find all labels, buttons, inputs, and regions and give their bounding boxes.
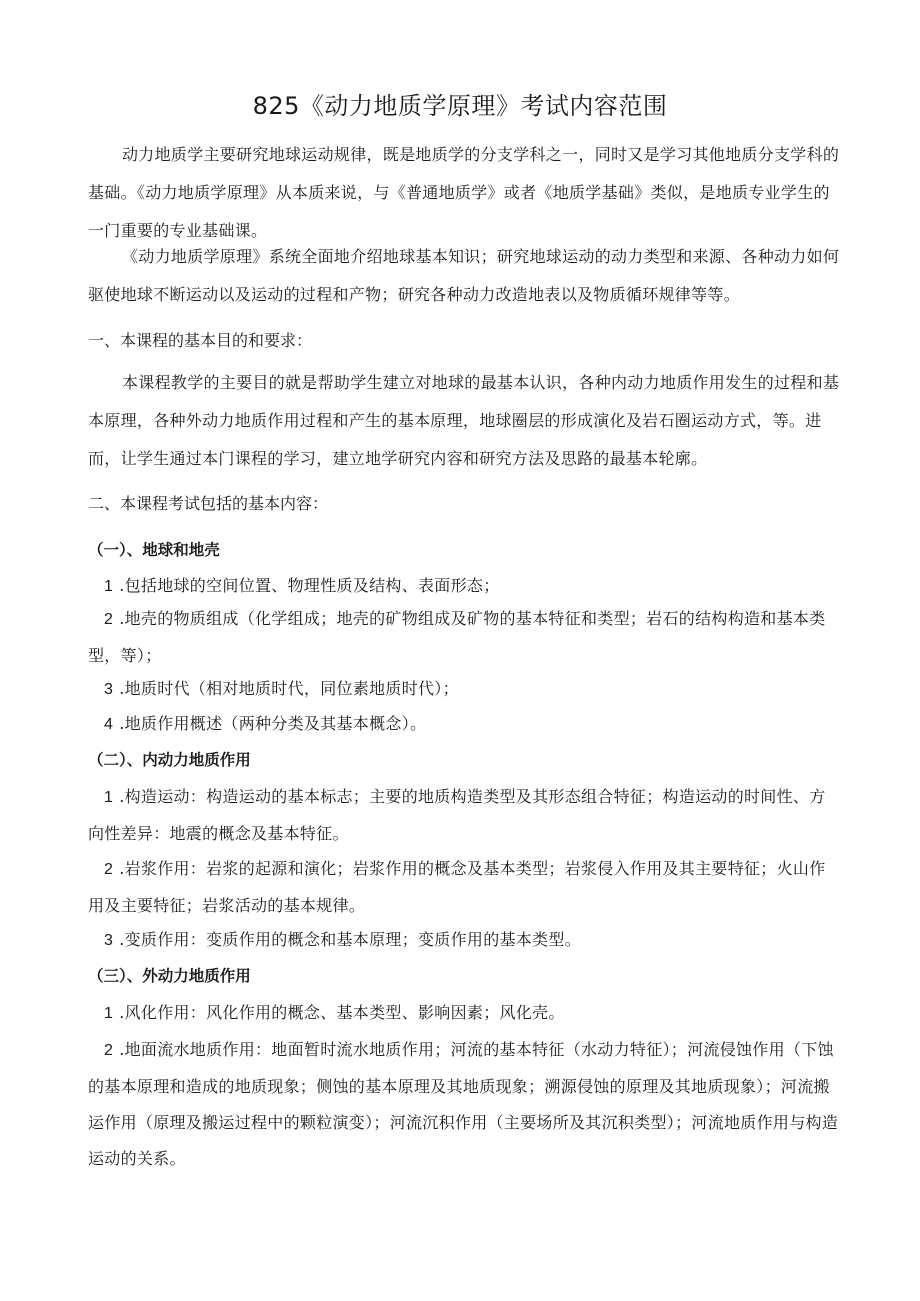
- item-text: .岩浆作用：岩浆的起源和演化；岩浆作用的概念及基本类型；岩浆侵入作用及其主要特征；火山作用及主要特征；岩浆活动的基本规律。: [88, 859, 826, 915]
- item-text: .地面流水地质作用：地面暂时流水地质作用；河流的基本特征（水动力特征）；河流侵蚀作用（下蚀的基本原理和造成的地质现象；侧蚀的基本原理及其地质现象；溯源侵蚀的原理及其地质现象）；河流搬运作用（原理及搬运过程中的颗粒演变）；河流沉积作用（主要场所及其沉积类型）；河流地质作用与构造运动的关系。: [88, 1040, 839, 1168]
- item-text: .变质作用：变质作用的概念和基本原理；变质作用的基本类型。: [119, 930, 581, 949]
- part-heading-exogenic: （三）、外动力地质作用: [88, 967, 251, 985]
- item-text: .风化作用：风化作用的概念、基本类型、影响因素；风化壳。: [119, 1003, 565, 1022]
- item-text: .地质作用概述（两种分类及其基本概念）。: [119, 714, 427, 733]
- section-heading-objectives: 一、本课程的基本目的和要求：: [88, 331, 313, 350]
- item-number: 1: [104, 1005, 114, 1022]
- item-number: 4: [104, 716, 114, 733]
- part-heading-endogenic: （二）、内动力地质作用: [88, 751, 251, 769]
- item-text: .构造运动：构造运动的基本标志；主要的地质构造类型及其形态组合特征；构造运动的时间性、方向性差异：地震的概念及基本特征。: [88, 787, 826, 843]
- list-item: [88, 568, 840, 605]
- list-item: [88, 922, 840, 959]
- list-item: [88, 671, 840, 708]
- list-item: [88, 706, 840, 743]
- item-number: 1: [104, 578, 114, 595]
- intro-paragraph-1: 动力地质学主要研究地球运动规律，既是地质学的分支学科之一，同时又是学习其他地质分支学科的基础。《动力地质学原理》从本质来说，与《普通地质学》或者《地质学基础》类似，是地质专业学生的一门重要的专业基础课。: [88, 145, 840, 240]
- item-text: .地质时代（相对地质时代，同位素地质时代）；: [119, 679, 459, 698]
- item-text: .地壳的物质组成（化学组成；地壳的矿物组成及矿物的基本特征和类型；岩石的结构构造和基本类型，等）；: [88, 609, 826, 665]
- part-heading-earth-crust: （一）、地球和地壳: [88, 541, 220, 559]
- list-item: [88, 601, 840, 674]
- item-number: 2: [104, 1042, 114, 1059]
- page-title: 825《动力地质学原理》考试内容范围: [252, 92, 668, 120]
- item-number: 3: [104, 932, 114, 949]
- item-number: 2: [104, 861, 114, 878]
- intro-paragraph-2: 《动力地质学原理》系统全面地介绍地球基本知识；研究地球运动的动力类型和来源、各种动力如何驱使地球不断运动以及运动的过程和产物；研究各种动力改造地表以及物质循环规律等等。: [88, 247, 840, 304]
- list-item: [88, 1032, 840, 1177]
- item-number: 1: [104, 789, 114, 806]
- list-item: [88, 851, 840, 924]
- item-number: 3: [104, 681, 114, 698]
- list-item: [88, 779, 840, 852]
- objectives-paragraph: 本课程教学的主要目的就是帮助学生建立对地球的最基本认识，各种内动力地质作用发生的过程和基本原理，各种外动力地质作用过程和产生的基本原理，地球圈层的形成演化及岩石圈运动方式，等。进而，让学生通过本门课程的学习，建立地学研究内容和研究方法及思路的最基本轮廓。: [88, 373, 840, 468]
- item-text: .包括地球的空间位置、物理性质及结构、表面形态；: [119, 576, 500, 595]
- item-number: 2: [104, 611, 114, 628]
- section-heading-contents: 二、本课程考试包括的基本内容：: [88, 494, 329, 513]
- list-item: [88, 995, 840, 1032]
